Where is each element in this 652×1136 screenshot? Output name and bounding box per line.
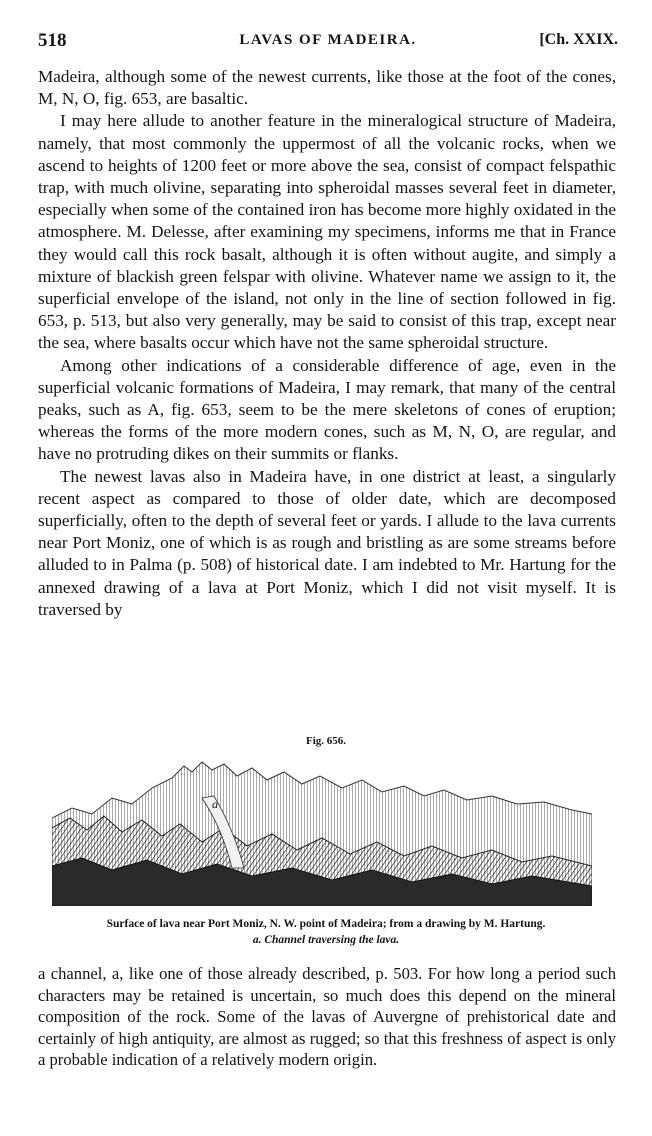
chapter-label: [Ch. XXIX.	[539, 31, 618, 48]
body-text-bottom	[38, 963, 616, 1071]
paragraph-5: a channel, a, like one of those already described, p. 503. For how long a period such characters may be retained is uncertain, so much does this depend on the mineral composition of the rock. Some of the lavas of Auvergne of prehistorical date and certainly of high antiquity, are almost as rugged; so that this freshness of aspect is only a probable indication of a relatively modern origin.	[38, 964, 616, 1070]
lava-surface-figure	[52, 758, 592, 906]
running-title: LAVAS OF MADEIRA.	[239, 32, 417, 48]
figure-label: Fig. 656.	[305, 735, 347, 747]
body-text-top	[38, 66, 616, 621]
paragraph-3: Among other indications of a considerable difference of age, even in the superficial volcanic formations of Madeira, I may remark, that many of the central peaks, such as A, fig. 653, seem to be the mere skeletons of cones of eruption; whereas the forms of the more modern cones, such as M, N, O, are regular, and have no protruding dikes on their summits or flanks.	[38, 355, 616, 464]
channel-marker: a	[212, 797, 218, 811]
figure-caption-legend: a. Channel traversing the lava.	[252, 934, 400, 946]
figure-caption: Surface of lava near Port Moniz, N. W. point of Madeira; from a drawing by M. Hartung.	[106, 918, 546, 930]
paragraph-1: Madeira, although some of the newest currents, like those at the foot of the cones, M, N, O, fig. 653, are basaltic.	[38, 67, 616, 109]
page-number: 518	[38, 30, 67, 51]
lava-engraving	[52, 758, 592, 906]
paragraph-4: The newest lavas also in Madeira have, in one district at least, a singularly recent aspect as compared to those of older date, which are decomposed superficially, often to the depth of several feet or yards. I allude to the lava currents near Port Moniz, one of which is as rough and bristling as are some streams before alluded to in Palma (p. 508) of historical date. I am indebted to Mr. Hartung for the annexed drawing of a lava at Port Moniz, which I did not visit myself. It is traversed by	[38, 466, 616, 619]
page-header	[38, 30, 618, 54]
paragraph-2: I may here allude to another feature in the mineralogical structure of Madeira, namely, that most commonly the uppermost of all the volcanic rocks, when we ascend to heights of 1200 feet or more above the sea, consist of compact felspathic trap, with much olivine, separating into spheroidal masses several feet in diameter, especially when some of the contained iron has become more highly oxidated in the atmosphere. M. Delesse, after examining my specimens, informs me that in France they would call this rock basalt, although it is often without augite, and simply a mixture of blackish green felspar with olivine. Whatever name we assign to it, the superficial envelope of the island, not only in the line of section followed in fig. 653, p. 513, but also very generally, may be said to consist of this trap, except near the sea, where basalts occur which have not the same spheroidal structure.	[38, 111, 616, 353]
